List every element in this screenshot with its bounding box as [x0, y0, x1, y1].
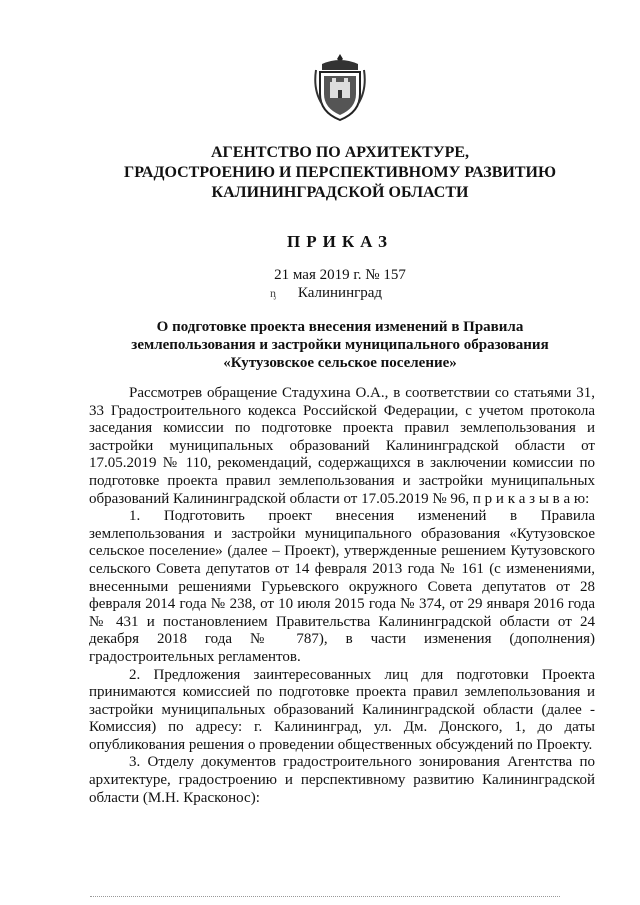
footer-divider — [90, 896, 560, 897]
order-subject-line1: О подготовке проекта внесения изменений в Правила — [156, 319, 524, 335]
order-body — [89, 385, 595, 807]
agency-name-line1: АГЕНТСТВО ПО АРХИТЕКТУРЕ, — [210, 144, 470, 161]
body-paragraph-3: 3. Отделу документов градостроительного зонирования Агентства по архитектуре, градостроению и перспективному развитию Калининградской области (М.Н. Красконос): — [89, 754, 595, 806]
order-city: Калининград — [297, 285, 383, 301]
scan-mark-icon: ᶇ — [270, 286, 276, 300]
coat-of-arms-icon — [312, 52, 368, 122]
body-paragraph-preamble: Рассмотрев обращение Стадухина О.А., в соответствии со статьями 31, 33 Градостроительного кодекса Российской Федерации, с учетом протокола заседания комиссии по подготовке проекта правил землепользования и застройки муниципальных образований Калининградской области от 17.05.2019 № 110, рекомендаций, содержащихся в заключении комиссии по подготовке проекта правил землепользования и застройки муниципальных образований Калининградской области от 17.05.2019 № 96, п р и к а з ы в а ю: — [89, 385, 595, 507]
agency-name-line3: КАЛИНИНГРАДСКОЙ ОБЛАСТИ — [211, 184, 469, 201]
order-meta — [80, 266, 600, 302]
order-subject — [70, 318, 610, 372]
body-paragraph-2: 2. Предложения заинтересованных лиц для подготовки Проекта принимаются комиссией по подготовке проекта правил землепользования и застройки муниципальных образований Калининградской области (далее - Комиссия) по адресу: г. Калининград, ул. Дм. Донского, 1, до даты опубликования решения о проведении общественных обсуждений по Проекту. — [89, 666, 595, 753]
order-subject-line3: «Кутузовское сельское поселение» — [223, 355, 457, 371]
order-date-number: 21 мая 2019 г. № 157 — [274, 267, 406, 283]
order-title: ПРИКАЗ — [287, 232, 393, 251]
body-paragraph-1: 1. Подготовить проект внесения изменений в Правила землепользования и застройки муниципального образования «Кутузовское сельское поселение» (далее – Проект), утвержденные решением Кутузовского сельского Совета депутатов от 14 февраля 2013 года № 161 (с изменениями, внесенными решениями Гурьевского окружного Совета депутатов от 28 февраля 2014 года № 238, от 10 июля 2015 года № 374, от 29 января 2016 года № 431 и постановлением Правительства Калининградской области от 24 декабря 2018 года № 787), в части изменения (дополнения) градостроительных регламентов. — [89, 508, 595, 665]
order-subject-line2: землепользования и застройки муниципального образования — [131, 337, 549, 353]
agency-name — [80, 143, 600, 203]
agency-name-line2: ГРАДОСТРОЕНИЮ И ПЕРСПЕКТИВНОМУ РАЗВИТИЮ — [124, 164, 556, 181]
